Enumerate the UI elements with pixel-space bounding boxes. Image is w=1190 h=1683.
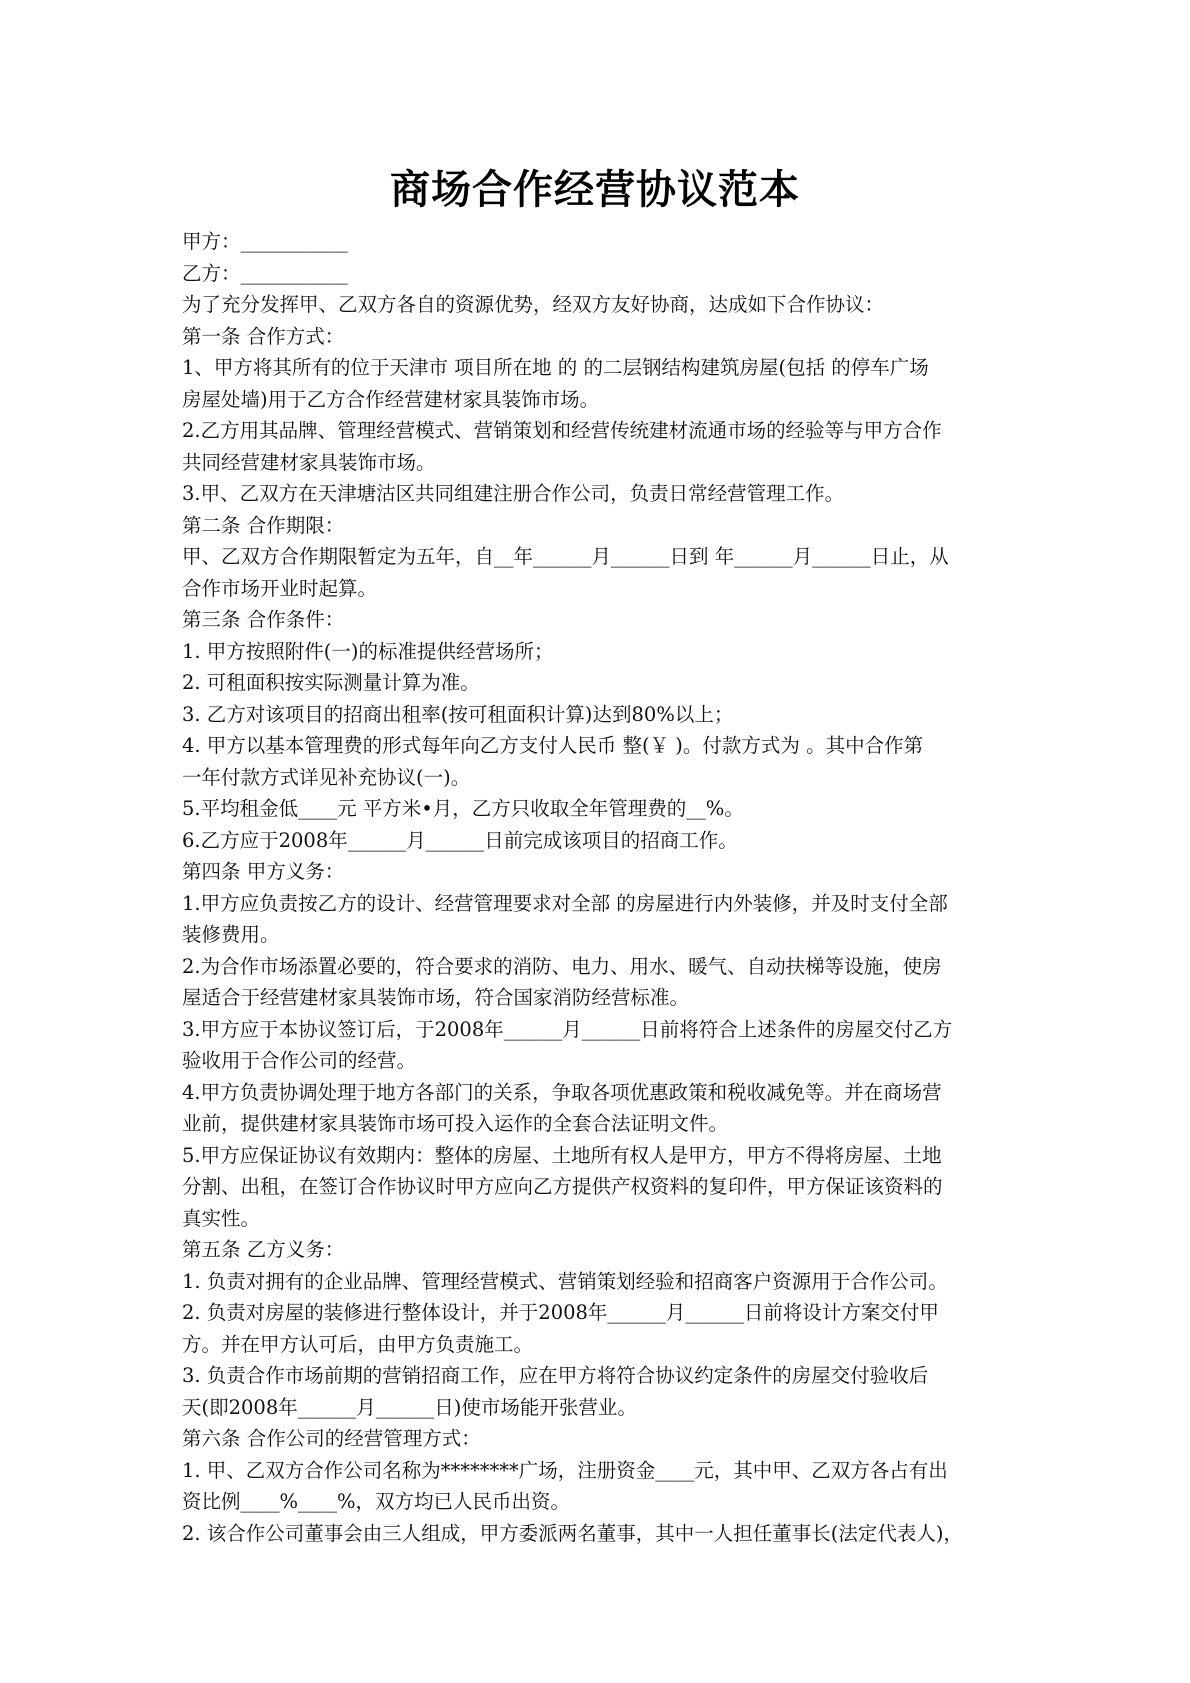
article-1-heading: 第一条 合作方式： (182, 324, 345, 348)
text-line: 2.乙方用其品牌、管理经营模式、营销策划和经营传统建材流通市场的经验等与甲方合作 (182, 419, 942, 442)
text-line: 2. 该合作公司董事会由三人组成，甲方委派两名董事，其中一人担任董事长(法定代表人)， (182, 1521, 964, 1545)
text-line: 1、甲方将其所有的位于天津市 项目所在地 的 的二层钢结构建筑房屋(包括 的停车广场 (182, 356, 929, 379)
text-line: 4. 甲方以基本管理费的形式每年向乙方支付人民币 整(￥ )。付款方式为 。其中合作第 (182, 734, 924, 757)
article-6-heading: 第六条 合作公司的经营管理方式： (182, 1427, 481, 1450)
party-a-line: 甲方：___________ (182, 230, 348, 253)
text-line: 资比例____%____%，双方均已人民币出资。 (182, 1490, 571, 1513)
preamble: 为了充分发挥甲、乙双方各自的资源优势，经双方友好协商，达成如下合作协议： (182, 293, 885, 316)
text-line: 合作市场开业时起算。 (182, 576, 378, 600)
text-line: 3.甲方应于本协议签订后，于2008年______月______日前将符合上述条件的房屋交付乙方 (182, 1017, 953, 1041)
text-line: 甲、乙双方合作期限暂定为五年，自__年______月______日到 年______月______日止，从 (182, 545, 949, 568)
page-title: 商场合作经营协议范本 (390, 167, 800, 213)
text-line: 2.为合作市场添置必要的，符合要求的消防、电力、用水、暖气、自动扶梯等设施，使房 (182, 954, 942, 978)
article-4-heading: 第四条 甲方义务： (182, 860, 345, 883)
text-line: 2. 负责对房屋的装修进行整体设计，并于2008年______月______日前将设计方案交付甲 (182, 1301, 939, 1324)
text-line: 真实性。 (182, 1206, 261, 1230)
text-line: 天(即2008年______月______日)使市场能开张营业。 (182, 1395, 637, 1419)
text-line: 6.乙方应于2008年______月______日前完成该项目的招商工作。 (182, 828, 738, 852)
text-line: 5.平均租金低____元 平方米•月，乙方只收取全年管理费的__%。 (182, 797, 744, 820)
article-5-heading: 第五条 乙方义务： (182, 1238, 345, 1261)
text-line: 1. 甲、乙双方合作公司名称为********广场，注册资金____元，其中甲、乙双方各占有出 (182, 1458, 948, 1482)
text-line: 房屋处墙)用于乙方合作经营建材家具装饰市场。 (182, 387, 600, 411)
text-line: 一年付款方式详见补充协议(一)。 (182, 765, 471, 789)
article-2-heading: 第二条 合作期限： (182, 513, 345, 537)
text-line: 3. 乙方对该项目的招商出租率(按可租面积计算)达到80%以上； (182, 702, 734, 726)
text-line: 装修费用。 (182, 923, 280, 946)
party-b-line: 乙方：___________ (182, 261, 348, 285)
text-line: 5.甲方应保证协议有效期内：整体的房屋、土地所有权人是甲方，甲方不得将房屋、土地 (182, 1143, 942, 1167)
text-line: 屋适合于经营建材家具装饰市场，符合国家消防经营标准。 (182, 986, 690, 1009)
text-line: 2. 可租面积按实际测量计算为准。 (182, 671, 480, 694)
text-line: 3. 负责合作市场前期的营销招商工作，应在甲方将符合协议约定条件的房屋交付验收后 (182, 1364, 929, 1387)
text-line: 1.甲方应负责按乙方的设计、经营管理要求对全部 的房屋进行内外装修，并及时支付全部 (182, 891, 948, 915)
text-line: 方。并在甲方认可后，由甲方负责施工。 (182, 1332, 534, 1356)
document-body (182, 226, 1022, 1549)
article-3-heading: 第三条 合作条件： (182, 608, 345, 631)
text-line: 4.甲方负责协调处理于地方各部门的关系，争取各项优惠政策和税收减免等。并在商场营 (182, 1080, 942, 1104)
text-line: 1. 甲方按照附件(一)的标准提供经营场所； (182, 639, 554, 663)
text-line: 验收用于合作公司的经营。 (182, 1049, 417, 1072)
text-line: 分割、出租，在签订合作协议时甲方应向乙方提供产权资料的复印件，甲方保证该资料的 (182, 1175, 943, 1198)
text-line: 3.甲、乙双方在天津塘沽区共同组建注册合作公司，负责日常经营管理工作。 (182, 482, 845, 505)
text-line: 共同经营建材家具装饰市场。 (182, 450, 436, 474)
text-line: 业前，提供建材家具装饰市场可投入运作的全套合法证明文件。 (182, 1112, 729, 1135)
text-line: 1. 负责对拥有的企业品牌、管理经营模式、营销策划经验和招商客户资源用于合作公司。 (182, 1269, 948, 1293)
